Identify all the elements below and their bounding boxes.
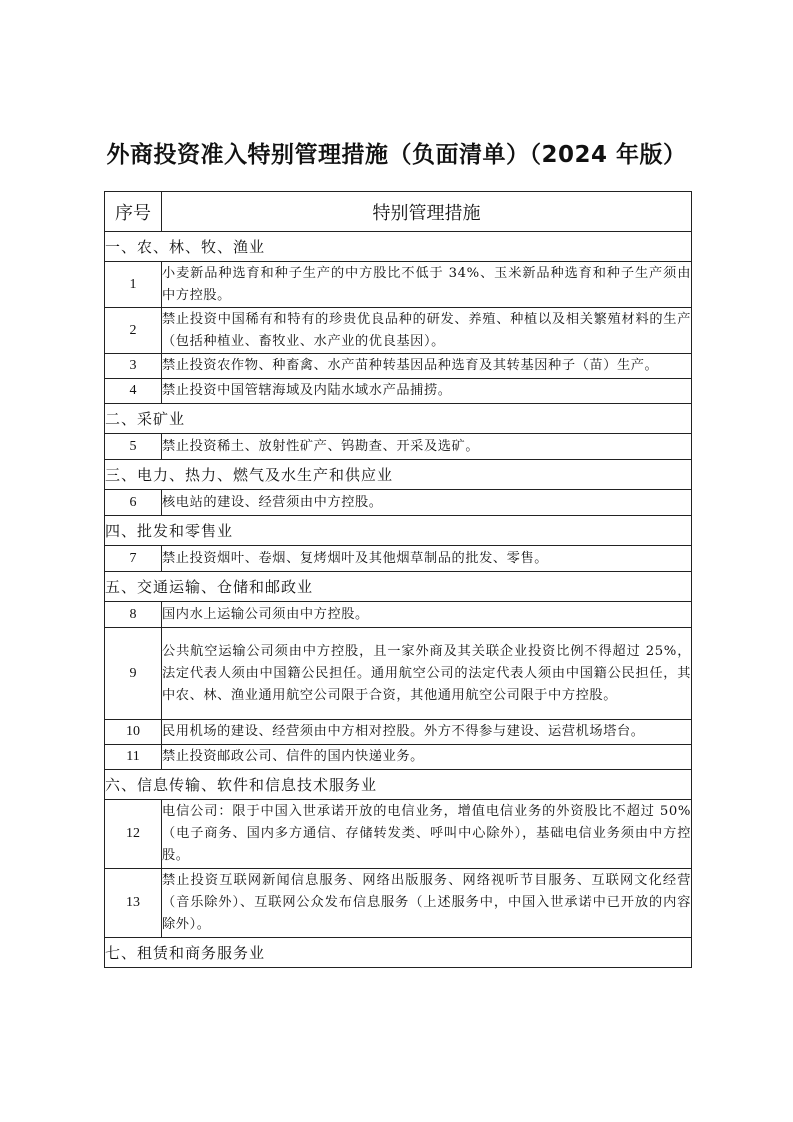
measures-table (104, 191, 692, 968)
section-heading: 四、批发和零售业 (105, 516, 692, 546)
page-title: 外商投资准入特别管理措施（负面清单）（2024 年版） (106, 142, 687, 168)
section-heading: 六、信息传输、软件和信息技术服务业 (105, 770, 692, 800)
item-number: 5 (105, 434, 162, 460)
item-number: 12 (105, 800, 162, 869)
item-number: 10 (105, 720, 162, 745)
item-number: 2 (105, 308, 162, 354)
item-measure-text: 禁止投资烟叶、卷烟、复烤烟叶及其他烟草制品的批发、零售。 (162, 546, 692, 572)
table-row (105, 262, 692, 308)
table-row (105, 490, 692, 516)
section-row (105, 404, 692, 434)
section-row (105, 770, 692, 800)
item-measure-text: 禁止投资邮政公司、信件的国内快递业务。 (162, 745, 692, 770)
table-row (105, 379, 692, 404)
header-number: 序号 (105, 192, 162, 232)
section-heading: 二、采矿业 (105, 404, 692, 434)
table-row (105, 354, 692, 379)
table-row (105, 745, 692, 770)
item-measure-text: 电信公司：限于中国入世承诺开放的电信业务，增值电信业务的外资股比不超过 50%（电子商务、国内多方通信、存储转发类、呼叫中心除外），基础电信业务须由中方控股。 (162, 800, 692, 869)
item-number: 6 (105, 490, 162, 516)
section-heading: 七、租赁和商务服务业 (105, 938, 692, 968)
item-number: 13 (105, 869, 162, 938)
item-number: 7 (105, 546, 162, 572)
table-row (105, 308, 692, 354)
item-number: 3 (105, 354, 162, 379)
item-measure-text: 禁止投资稀土、放射性矿产、钨勘查、开采及选矿。 (162, 434, 692, 460)
item-number: 8 (105, 602, 162, 628)
section-heading: 五、交通运输、仓储和邮政业 (105, 572, 692, 602)
item-number: 9 (105, 628, 162, 720)
table-row (105, 720, 692, 745)
item-measure-text: 禁止投资互联网新闻信息服务、网络出版服务、网络视听节目服务、互联网文化经营（音乐除外）、互联网公众发布信息服务（上述服务中，中国入世承诺中已开放的内容除外）。 (162, 869, 692, 938)
item-measure-text: 禁止投资中国管辖海域及内陆水域水产品捕捞。 (162, 379, 692, 404)
table-row (105, 869, 692, 938)
item-measure-text: 国内水上运输公司须由中方控股。 (162, 602, 692, 628)
item-number: 11 (105, 745, 162, 770)
table-row (105, 800, 692, 869)
section-row (105, 938, 692, 968)
item-number: 1 (105, 262, 162, 308)
section-heading: 一、农、林、牧、渔业 (105, 232, 692, 262)
table-body (105, 232, 692, 968)
section-row (105, 460, 692, 490)
table-header-row (105, 192, 692, 232)
section-row (105, 572, 692, 602)
item-measure-text: 公共航空运输公司须由中方控股，且一家外商及其关联企业投资比例不得超过 25%，法定代表人须由中国籍公民担任。通用航空公司的法定代表人须由中国籍公民担任，其中农、林、渔业通用航空公司限于合资，其他通用航空公司限于中方控股。 (162, 628, 692, 720)
section-row (105, 516, 692, 546)
item-measure-text: 小麦新品种选育和种子生产的中方股比不低于 34%、玉米新品种选育和种子生产须由中方控股。 (162, 262, 692, 308)
item-number: 4 (105, 379, 162, 404)
item-measure-text: 核电站的建设、经营须由中方控股。 (162, 490, 692, 516)
table-row (105, 602, 692, 628)
header-measures: 特别管理措施 (162, 192, 692, 232)
section-heading: 三、电力、热力、燃气及水生产和供应业 (105, 460, 692, 490)
item-measure-text: 禁止投资农作物、种畜禽、水产苗种转基因品种选育及其转基因种子（苗）生产。 (162, 354, 692, 379)
table-row (105, 546, 692, 572)
table-row (105, 628, 692, 720)
item-measure-text: 民用机场的建设、经营须由中方相对控股。外方不得参与建设、运营机场塔台。 (162, 720, 692, 745)
item-measure-text: 禁止投资中国稀有和特有的珍贵优良品种的研发、养殖、种植以及相关繁殖材料的生产（包括种植业、畜牧业、水产业的优良基因）。 (162, 308, 692, 354)
section-row (105, 232, 692, 262)
table-row (105, 434, 692, 460)
